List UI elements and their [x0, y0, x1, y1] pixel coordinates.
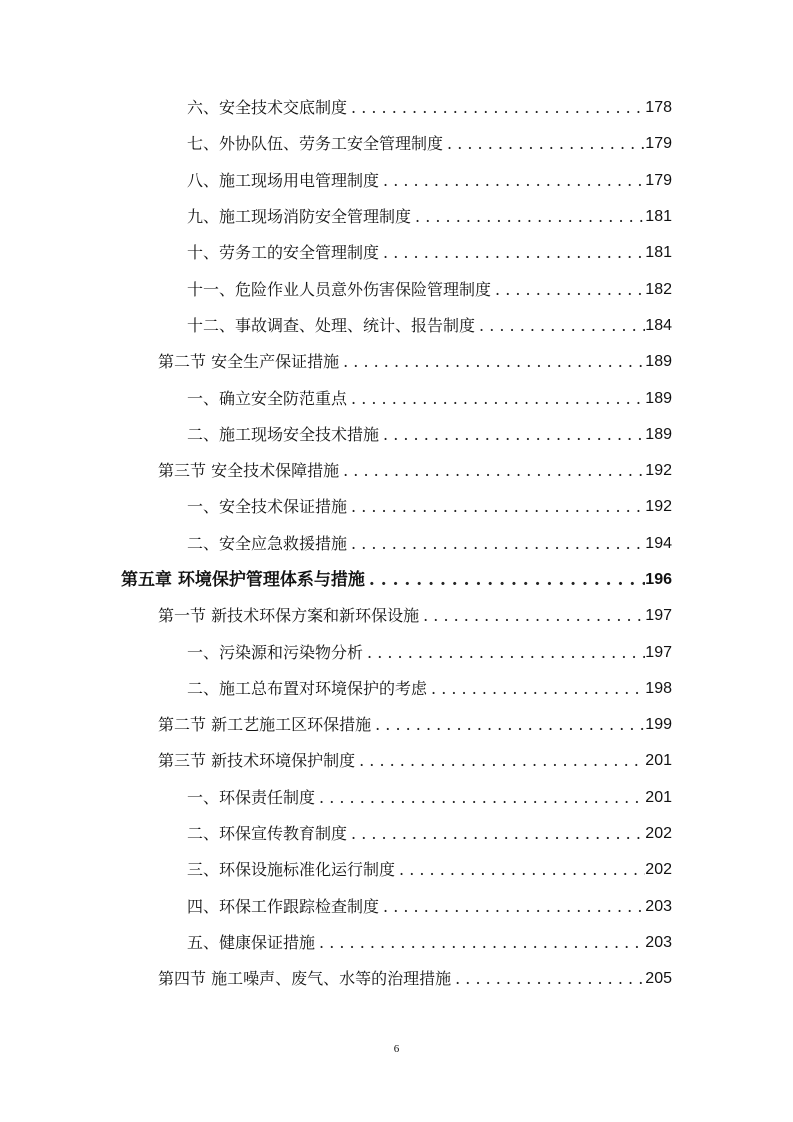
toc-entry-title: 九、施工现场消防安全管理制度 — [187, 207, 412, 227]
toc-subsection-entry[interactable] — [187, 933, 672, 953]
toc-row — [0, 562, 793, 598]
toc-entry-title: 二、施工现场安全技术措施 — [187, 424, 380, 444]
toc-subsection-entry[interactable] — [187, 134, 672, 154]
toc-entry-page: 202 — [645, 861, 672, 879]
toc-section-entry[interactable] — [158, 606, 672, 626]
toc-entry-page: 203 — [645, 933, 672, 951]
toc-entry-page: 197 — [645, 643, 672, 661]
toc-entry-page: 192 — [645, 498, 672, 516]
toc-row — [0, 634, 793, 670]
toc-subsection-entry[interactable] — [187, 679, 672, 699]
toc-subsection-entry[interactable] — [187, 207, 672, 227]
toc-entry-page: 202 — [645, 825, 672, 843]
toc-entry-page: 201 — [645, 752, 672, 770]
toc-row — [0, 852, 793, 888]
toc-entry-page: 181 — [645, 244, 672, 262]
toc-entry-title: 一、确立安全防范重点 — [187, 388, 348, 408]
toc-row — [0, 417, 793, 453]
toc-entry-page: 201 — [645, 788, 672, 806]
toc-subsection-entry[interactable] — [187, 389, 672, 409]
toc-entry-page: 198 — [645, 679, 672, 697]
toc-row — [0, 671, 793, 707]
toc-entry-page: 178 — [645, 99, 672, 117]
toc-dot-leader — [379, 243, 645, 263]
toc-entry-page: 199 — [645, 716, 672, 734]
toc-dot-leader — [419, 606, 645, 626]
toc-entry-title: 一、安全技术保证措施 — [187, 497, 348, 517]
toc-dot-leader — [443, 134, 645, 154]
toc-entry-page: 203 — [645, 897, 672, 915]
toc-row — [0, 598, 793, 634]
toc-entry-page: 184 — [645, 316, 672, 334]
toc-dot-leader — [365, 570, 645, 590]
toc-entry-page: 181 — [645, 208, 672, 226]
toc-row — [0, 889, 793, 925]
toc-dot-leader — [451, 969, 645, 989]
toc-entry-title: 三、环保设施标准化运行制度 — [187, 860, 396, 880]
toc-dot-leader — [475, 316, 645, 336]
toc-row — [0, 126, 793, 162]
toc-dot-leader — [339, 461, 645, 481]
toc-section-entry[interactable] — [158, 461, 672, 481]
toc-entry-title: 七、外协队伍、劳务工安全管理制度 — [187, 134, 444, 154]
toc-entry-title: 第二节 安全生产保证措施 — [158, 352, 340, 372]
toc-row — [0, 271, 793, 307]
toc-entry-title: 十二、事故调查、处理、统计、报告制度 — [187, 315, 476, 335]
toc-entry-page: 179 — [645, 171, 672, 189]
toc-entry-title: 第四节 施工噪声、废气、水等的治理措施 — [158, 969, 452, 989]
toc-dot-leader — [347, 389, 645, 409]
toc-entry-page: 194 — [645, 534, 672, 552]
toc-dot-leader — [355, 751, 645, 771]
toc-entry-page: 189 — [645, 425, 672, 443]
toc-subsection-entry[interactable] — [187, 788, 672, 808]
toc-entry-title: 四、环保工作跟踪检查制度 — [187, 896, 380, 916]
toc-entry-title: 十、劳务工的安全管理制度 — [187, 243, 380, 263]
toc-dot-leader — [371, 715, 645, 735]
toc-entry-title: 二、安全应急救援措施 — [187, 533, 348, 553]
toc-row — [0, 489, 793, 525]
toc-entry-title: 十一、危险作业人员意外伤害保险管理制度 — [187, 279, 492, 299]
toc-subsection-entry[interactable] — [187, 824, 672, 844]
toc-subsection-entry[interactable] — [187, 497, 672, 517]
toc-entry-title: 二、施工总布置对环境保护的考虑 — [187, 678, 428, 698]
toc-entry-title: 一、污染源和污染物分析 — [187, 642, 364, 662]
toc-entry-title: 第一节 新技术环保方案和新环保设施 — [158, 606, 420, 626]
toc-subsection-entry[interactable] — [187, 171, 672, 191]
toc-row — [0, 743, 793, 779]
toc-row — [0, 344, 793, 380]
toc-row — [0, 380, 793, 416]
toc-row — [0, 780, 793, 816]
page-number: 6 — [393, 1043, 400, 1055]
toc-dot-leader — [315, 788, 645, 808]
toc-dot-leader — [347, 534, 645, 554]
toc-subsection-entry[interactable] — [187, 316, 672, 336]
toc-dot-leader — [411, 207, 645, 227]
toc-entry-title: 五、健康保证措施 — [187, 932, 316, 952]
toc-row — [0, 453, 793, 489]
toc-row — [0, 526, 793, 562]
toc-row — [0, 308, 793, 344]
toc-entry-title: 二、环保宣传教育制度 — [187, 824, 348, 844]
toc-subsection-entry[interactable] — [187, 860, 672, 880]
toc-entry-title: 一、环保责任制度 — [187, 787, 316, 807]
toc-row — [0, 90, 793, 126]
toc-dot-leader — [491, 280, 645, 300]
toc-section-entry[interactable] — [158, 715, 672, 735]
toc-row — [0, 199, 793, 235]
toc-row — [0, 816, 793, 852]
table-of-contents — [0, 90, 793, 997]
toc-entry-page: 182 — [645, 280, 672, 298]
toc-row — [0, 961, 793, 997]
toc-entry-page: 192 — [645, 462, 672, 480]
toc-entry-page: 189 — [645, 353, 672, 371]
toc-section-entry[interactable] — [158, 751, 672, 771]
toc-entry-title: 八、施工现场用电管理制度 — [187, 170, 380, 190]
toc-entry-page: 197 — [645, 607, 672, 625]
toc-entry-title: 第三节 新技术环境保护制度 — [158, 751, 356, 771]
toc-entry-page: 196 — [645, 571, 672, 588]
toc-subsection-entry[interactable] — [187, 643, 672, 663]
toc-dot-leader — [379, 171, 645, 191]
toc-entry-page: 189 — [645, 389, 672, 407]
toc-dot-leader — [347, 98, 645, 118]
toc-subsection-entry[interactable] — [187, 534, 672, 554]
toc-dot-leader — [395, 860, 645, 880]
toc-row — [0, 235, 793, 271]
toc-dot-leader — [379, 897, 645, 917]
toc-subsection-entry[interactable] — [187, 897, 672, 917]
toc-row — [0, 925, 793, 961]
toc-dot-leader — [379, 425, 645, 445]
toc-entry-page: 179 — [645, 135, 672, 153]
toc-dot-leader — [347, 497, 645, 517]
toc-chapter-entry[interactable] — [121, 570, 672, 590]
toc-section-entry[interactable] — [158, 352, 672, 372]
toc-section-entry[interactable] — [158, 969, 672, 989]
toc-dot-leader — [427, 679, 645, 699]
toc-entry-title: 第三节 安全技术保障措施 — [158, 461, 340, 481]
toc-entry-title: 六、安全技术交底制度 — [187, 98, 348, 118]
toc-subsection-entry[interactable] — [187, 280, 672, 300]
toc-subsection-entry[interactable] — [187, 243, 672, 263]
toc-entry-page: 205 — [645, 970, 672, 988]
toc-entry-title: 第五章 环境保护管理体系与措施 — [121, 570, 365, 590]
toc-subsection-entry[interactable] — [187, 425, 672, 445]
toc-dot-leader — [347, 824, 645, 844]
toc-row — [0, 163, 793, 199]
toc-dot-leader — [339, 352, 645, 372]
toc-dot-leader — [363, 643, 645, 663]
toc-entry-title: 第二节 新工艺施工区环保措施 — [158, 715, 372, 735]
toc-dot-leader — [315, 933, 645, 953]
toc-subsection-entry[interactable] — [187, 98, 672, 118]
toc-row — [0, 707, 793, 743]
